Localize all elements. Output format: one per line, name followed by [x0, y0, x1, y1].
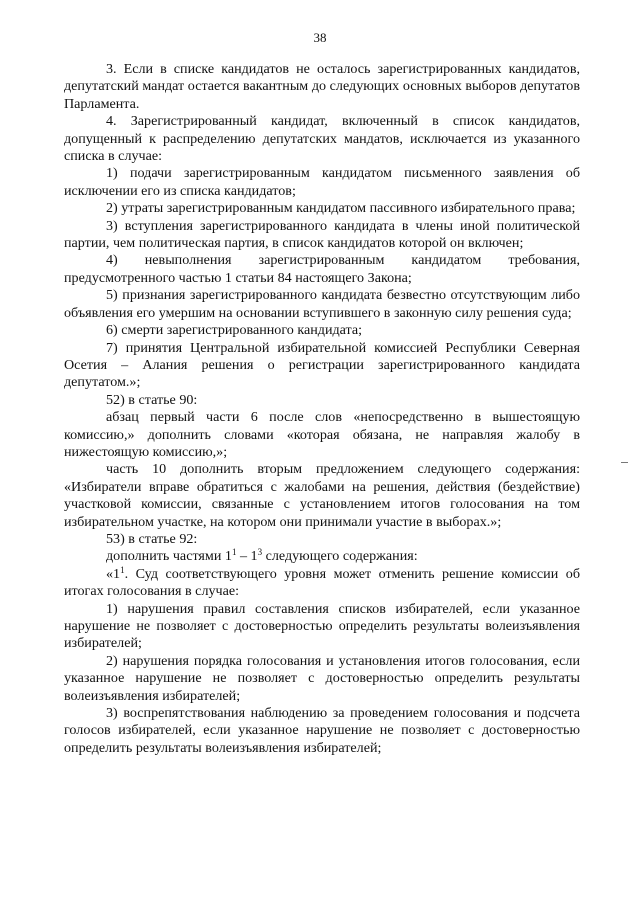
- paragraph-clause-3-vacant-mandate: 3. Если в списке кандидатов не осталось зарегистрированных кандидатов, депутатский мандат остается вакантным до следующих основных выборов депутатов Парламента.: [64, 61, 580, 112]
- list-item-voter-lists-violation: 1) нарушения правил составления списков избирателей, если указанное нарушение не позволяет с достоверностью определить результаты волеизъявления избирателей;: [64, 600, 580, 652]
- list-item-loss-of-passive-right: 2) утраты зарегистрированным кандидатом пассивного избирательного права;: [106, 200, 576, 217]
- list-item-written-statement: 1) подачи зарегистрированным кандидатом письменного заявления об исключении его из списка кандидатов;: [64, 165, 580, 199]
- list-item-voting-procedure-violation: 2) нарушения порядка голосования и установления итогов голосования, если указанное нарушение не позволяет с достоверностью определить результаты волеизъявления избирателей;: [64, 652, 580, 704]
- list-item-observation-obstruction: 3) воспрепятствования наблюдению за проведением голосования и подсчета голосов избирателей, если указанное нарушение не позволяет с достоверностью определить результаты волеизъявления избирателей;: [64, 705, 580, 756]
- amendment-heading-article-90: 52) в статье 90:: [106, 391, 198, 408]
- list-item-commission-decision: 7) принятия Центральной избирательной комиссией Республики Северная Осетия – Алания решения о регистрации зарегистрированного кандидата депутатом.»;: [64, 339, 580, 391]
- list-item-death: 6) смерти зарегистрированного кандидата;: [106, 322, 363, 339]
- page-number: 38: [313, 30, 327, 45]
- amendment-article-92-part-1-1: «$1^1$. Суд соответствующего уровня может отменить решение комиссии об итогах голосования в случае:: [64, 564, 580, 600]
- paragraph-clause-4-exclusion: 4. Зарегистрированный кандидат, включенный в список кандидатов, допущенный к распределению депутатских мандатов, исключается из указанного списка в случае:: [64, 113, 580, 165]
- amendment-article-90-part-10: часть 10 дополнить вторым предложением следующего содержания: «Избиратели вправе обратиться с жалобами на решения, действия (бездействие) участковой комиссии, связанные с установлением итогов голосования на том избирательном участке, на котором они принимали участие в выборах.»;: [64, 461, 580, 530]
- list-item-joining-other-party: 3) вступления зарегистрированного кандидата в члены иной политической партии, чем политическая партия, в список кандидатов которой он включен;: [64, 217, 580, 252]
- amendment-article-90-part-6: абзац первый части 6 после слов «непосредственно в вышестоящую комиссию,» дополнить словами «которая обязана, не направляя жалобу в нижестоящую комиссию,»;: [64, 409, 580, 460]
- list-item-missing-or-deceased: 5) признания зарегистрированного кандидата безвестно отсутствующим либо объявления его умершим на основании вступившего в законную силу решения суда;: [64, 287, 580, 321]
- amendment-article-92-intro: дополнить частями $1^1 - 1^3$ следующего содержания:: [106, 547, 418, 565]
- document-body: [64, 61, 580, 757]
- list-item-non-fulfillment: 4) невыполнения зарегистрированным кандидатом требования, предусмотренного частью 1 статьи 84 настоящего Закона;: [64, 252, 580, 286]
- amendment-heading-article-92: 53) в статье 92:: [106, 530, 198, 547]
- margin-mark: [621, 462, 628, 463]
